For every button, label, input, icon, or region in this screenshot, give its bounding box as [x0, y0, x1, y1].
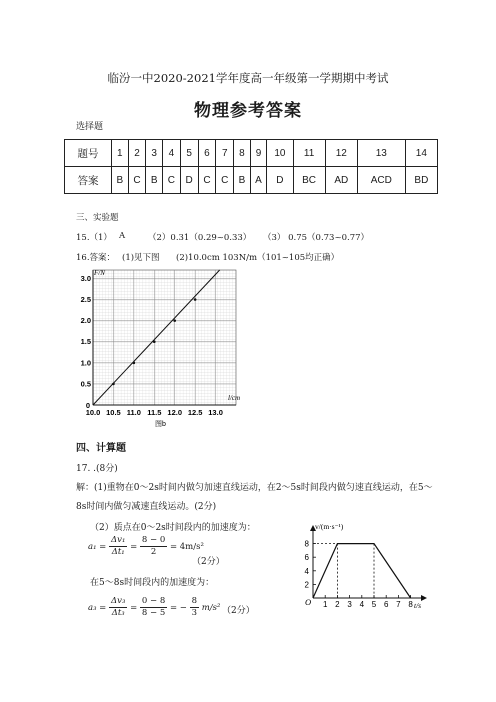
eq2-den-3: 3 [191, 608, 198, 618]
vt-x-tick-label: 5 [371, 600, 377, 609]
eq2-unit: m/s² [201, 603, 221, 613]
qnum-cell: 12 [325, 140, 357, 167]
qnum-cell: 7 [216, 140, 234, 167]
vt-x-tick-label: 2 [335, 600, 340, 609]
answer-cell: C [128, 167, 146, 194]
y-axis-label: F/N [94, 269, 105, 277]
q17-points-1: （2分） [192, 557, 225, 567]
vt-y-tick-label: 6 [304, 553, 309, 563]
y-tick-label: 2.5 [80, 295, 91, 305]
qnum-cell: 11 [293, 140, 325, 167]
vt-y-tick-label: 8 [304, 539, 309, 549]
x-tick-labels [86, 408, 223, 417]
qnum-cell: 4 [162, 140, 180, 167]
equation-a3 [88, 596, 220, 619]
q17-line-1: 解：(1)重物在0～2s时间内做匀加速直线运动，在2～5s时间段内做匀速直线运动，在5～ [76, 483, 433, 493]
eq2-num-2: 0 − 8 [141, 596, 166, 606]
answer-cell: BC [293, 167, 325, 194]
y-tick-label: 1.0 [80, 358, 91, 368]
vt-x-tick-label: 7 [396, 600, 401, 609]
eq1-den-2: 2 [150, 547, 157, 557]
qnum-cell: 10 [267, 140, 293, 167]
y-tick-label: 3.0 [80, 273, 91, 283]
eq2-frac-1 [109, 596, 127, 619]
section-choice: 选择题 [76, 122, 104, 132]
eq1-den-1: Δt₁ [111, 547, 125, 557]
answer-table [64, 139, 438, 194]
exam-header: 临汾一中2020-2021学年度高一年级第一学期期中考试 [107, 71, 389, 85]
eq1-lhs: a₁ = [88, 542, 107, 552]
answer-cell: B [112, 167, 129, 194]
answer-cell: C [216, 167, 234, 194]
equation-a1 [88, 535, 204, 558]
q17-line-4: 在5～8s时间段内的加速度为： [90, 578, 215, 588]
answer-cell: BD [405, 167, 437, 194]
answer-cell: ACD [357, 167, 405, 194]
data-point [173, 319, 176, 322]
data-point [153, 340, 156, 343]
question-number-row [65, 140, 438, 167]
qnum-cell: 14 [405, 140, 437, 167]
vt-x-tick-label: 1 [322, 600, 328, 609]
q17-label: 17. .(8分) [76, 464, 118, 474]
q16-label: 16.答案： [76, 253, 116, 263]
eq2-num-3: 8 [191, 596, 198, 606]
qnum-cell: 5 [180, 140, 198, 167]
qnum-cell: 1 [112, 140, 129, 167]
y-tick-label: 1.5 [80, 337, 91, 347]
q15-answer-3: （3） 0.75（0.73~0.77） [263, 233, 370, 243]
vt-x-tick-label: 4 [359, 600, 365, 609]
y-tick-labels [81, 274, 91, 410]
vt-y-tick-label: 4 [304, 566, 309, 576]
vt-x-tick-label: 3 [347, 600, 352, 609]
row-label-answer: 答案 [65, 167, 112, 194]
page-title: 物理参考答案 [194, 101, 302, 121]
answer-cell: B [234, 167, 251, 194]
section-calc: 四、计算题 [76, 443, 126, 454]
qnum-cell: 3 [146, 140, 163, 167]
x-tick-label: 10.5 [106, 408, 121, 417]
y-tick-label: 0.5 [80, 379, 91, 389]
answer-row [65, 167, 438, 194]
eq2-equals: = [130, 603, 138, 613]
data-point [133, 362, 136, 365]
q15-answer-1: A [119, 231, 126, 241]
q15-label: 15.（1） [76, 233, 112, 243]
x-tick-label: 11.5 [147, 408, 162, 417]
row-label-number: 题号 [65, 140, 112, 167]
q17-line-2: 8s时间内做匀减速直线运动。(2分) [76, 502, 217, 512]
answer-cell: D [180, 167, 198, 194]
x-tick-label: 12.0 [167, 408, 183, 417]
eq2-result: = − [169, 603, 187, 613]
x-tick-label: 11.0 [126, 408, 141, 417]
eq1-frac-2 [140, 535, 167, 558]
answer-cell: B [146, 167, 163, 194]
guide-dashes [313, 544, 374, 598]
x-axis-label: l/cm [228, 394, 241, 402]
q15-answer-2: （2）0.31（0.29~0.33） [148, 233, 252, 243]
qnum-cell: 2 [128, 140, 146, 167]
eq1-num-1: Δv₁ [111, 535, 126, 545]
qnum-cell: 6 [198, 140, 216, 167]
x-tick-label: 13.0 [208, 408, 223, 417]
section-experiment: 三、实验题 [76, 213, 119, 223]
eq2-num-1: Δv₃ [111, 596, 126, 606]
eq2-frac-3 [190, 596, 199, 619]
answer-cell: C [198, 167, 216, 194]
figure-caption: 图b [155, 421, 166, 428]
eq2-frac-2 [140, 596, 167, 619]
qnum-cell: 9 [250, 140, 267, 167]
answer-cell: C [162, 167, 180, 194]
vt-x-axis-label: t/s [414, 601, 422, 610]
eq1-num-2: 8 − 0 [141, 535, 166, 545]
velocity-time-graph [296, 518, 436, 610]
vt-y-tick-labels [305, 540, 316, 590]
qnum-cell: 8 [234, 140, 251, 167]
eq2-lhs: a₃ = [88, 603, 107, 613]
eq2-den-2: 8 − 5 [141, 608, 166, 618]
answer-cell: D [267, 167, 293, 194]
vt-y-axis-label: v/(m·s⁻¹) [315, 522, 344, 531]
x-tick-label: 12.5 [187, 408, 203, 417]
origin-label: O [305, 597, 312, 607]
y-tick-label: 2.0 [80, 316, 91, 326]
q17-points-2: （2分） [222, 606, 255, 616]
x-tick-label: 10.0 [85, 408, 101, 417]
data-point [112, 383, 115, 386]
vt-y-tick-label: 2 [304, 580, 309, 590]
eq1-equals: = [130, 542, 138, 552]
graph-grid [93, 270, 236, 405]
y-tick-label: 0 [85, 401, 90, 410]
vt-x-tick-label: 8 [408, 600, 413, 609]
qnum-cell: 13 [357, 140, 405, 167]
eq1-frac-1 [109, 535, 127, 558]
q17-line-3: （2）质点在0～2s时间段内的加速度为： [90, 523, 256, 533]
vt-x-tick-labels [323, 595, 413, 609]
spring-force-graph [78, 266, 241, 428]
eq2-den-1: Δt₃ [111, 608, 125, 618]
velocity-curve [313, 544, 411, 598]
vt-x-tick-label: 6 [383, 600, 389, 609]
answer-cell: AD [325, 167, 357, 194]
data-point [194, 298, 197, 301]
eq1-result: = 4m/s² [169, 542, 204, 552]
answer-cell: A [250, 167, 267, 194]
q16-part-2: (2)10.0cm 103N/m（101~105均正确） [176, 253, 340, 263]
q16-part-1: (1)见下图 [122, 253, 160, 263]
